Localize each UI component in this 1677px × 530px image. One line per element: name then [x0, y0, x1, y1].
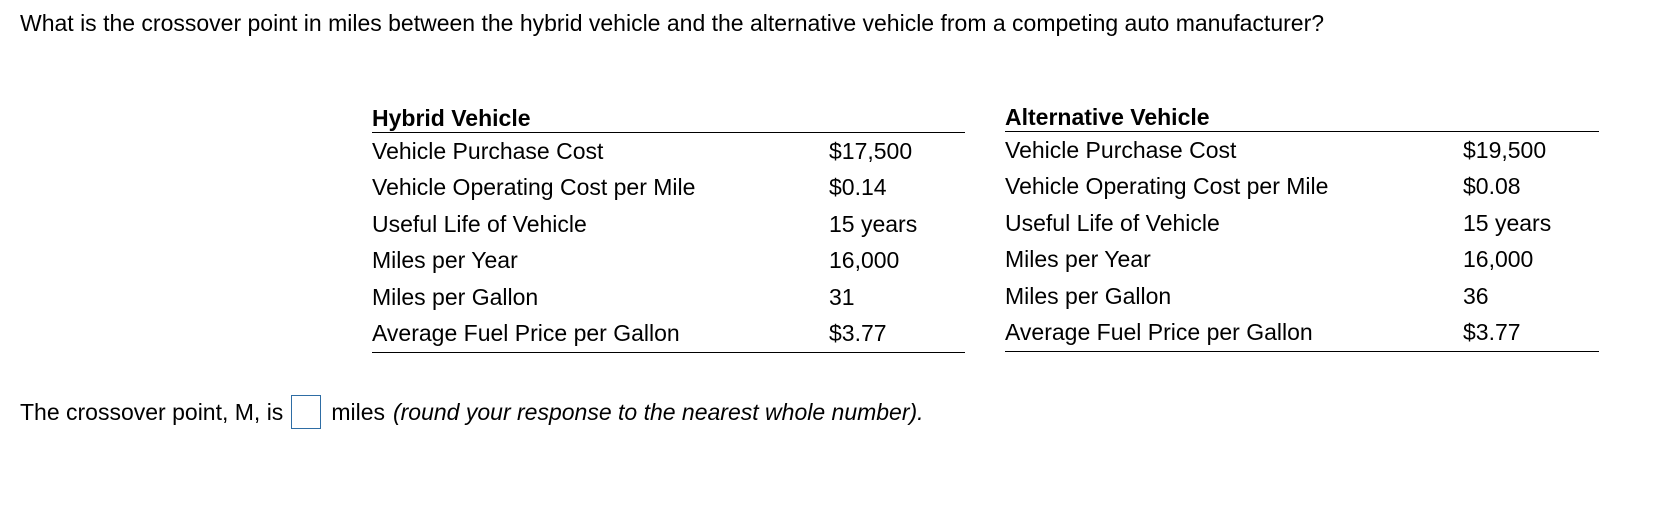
row-label: Average Fuel Price per Gallon — [1005, 315, 1463, 352]
answer-prefix: The crossover point, M, is — [20, 399, 284, 425]
row-value: 36 — [1463, 282, 1489, 309]
hybrid-table-title: Hybrid Vehicle — [372, 98, 965, 133]
row-value: $3.77 — [1463, 315, 1599, 352]
table-row — [372, 206, 965, 243]
row-value: $0.08 — [1463, 173, 1521, 200]
answer-unit: miles — [331, 399, 385, 425]
row-value: $19,500 — [1463, 136, 1547, 163]
row-value: $17,500 — [829, 137, 913, 164]
table-row — [1005, 132, 1599, 169]
row-label: Useful Life of Vehicle — [1005, 209, 1220, 236]
row-label: Vehicle Purchase Cost — [372, 137, 604, 164]
row-value: $0.14 — [829, 174, 887, 201]
alternative-vehicle-table — [1005, 97, 1599, 352]
row-value: 15 years — [1463, 209, 1552, 236]
row-label: Useful Life of Vehicle — [372, 210, 587, 237]
question-text: What is the crossover point in miles between the hybrid vehicle and the alternative vehicle from a competing auto manufacturer? — [20, 10, 1325, 36]
alternative-table-title: Alternative Vehicle — [1005, 97, 1599, 132]
table-row — [1005, 278, 1599, 315]
row-label: Vehicle Operating Cost per Mile — [1005, 173, 1329, 200]
row-value: 16,000 — [829, 247, 900, 274]
table-row — [1005, 205, 1599, 242]
row-label: Miles per Year — [372, 247, 518, 274]
table-row — [372, 279, 965, 316]
row-value: 31 — [829, 283, 855, 310]
hybrid-vehicle-table — [372, 98, 965, 353]
row-label: Miles per Gallon — [372, 283, 539, 310]
table-row — [1005, 242, 1599, 279]
table-row — [372, 133, 965, 170]
table-row — [372, 170, 965, 207]
table-row — [1005, 169, 1599, 206]
row-label: Vehicle Operating Cost per Mile — [372, 174, 696, 201]
rounding-hint: (round your response to the nearest whole number). — [392, 399, 924, 425]
row-label: Vehicle Purchase Cost — [1005, 136, 1237, 163]
table-row — [372, 243, 965, 280]
row-value: $3.77 — [829, 316, 965, 353]
answer-line — [20, 394, 924, 430]
table-row — [1005, 315, 1599, 352]
table-row — [372, 316, 965, 353]
crossover-answer-input[interactable] — [291, 395, 321, 429]
row-label: Miles per Year — [1005, 246, 1151, 273]
row-value: 15 years — [829, 210, 918, 237]
row-value: 16,000 — [1463, 246, 1534, 273]
row-label: Miles per Gallon — [1005, 282, 1172, 309]
row-label: Average Fuel Price per Gallon — [372, 316, 829, 353]
